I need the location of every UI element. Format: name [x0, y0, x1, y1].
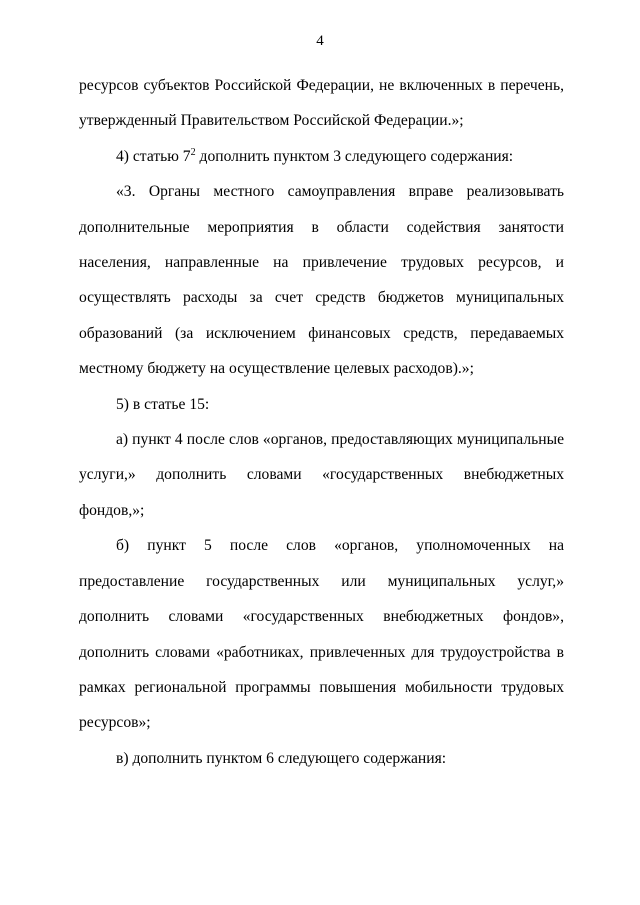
document-body	[79, 68, 564, 776]
paragraph-4: 5) в статье 15:	[116, 395, 210, 413]
paragraph-1: ресурсов субъектов Российской Федерации, не включенных в перечень, утвержденный Правительством Российской Федерации.»;	[79, 77, 564, 130]
paragraph-2-text-after: дополнить пунктом 3 следующего содержания:	[195, 147, 514, 165]
paragraph-6: б) пункт 5 после слов «органов, уполномоченных на предоставление государственных или муниципальных услуг,» дополнить словами «государственных внебюджетных фондов», дополнить словами «работниках, привлеченных для трудоустройства в рамках региональной программы повышения мобильности трудовых ресурсов»;	[79, 537, 564, 732]
page-number: 4	[316, 33, 324, 49]
paragraph-2	[79, 139, 564, 174]
article-superscript: 2	[190, 146, 196, 158]
paragraph-5: а) пункт 4 после слов «органов, предоставляющих муниципальные услуги,» дополнить словами «государственных внебюджетных фондов,»;	[79, 431, 564, 519]
paragraph-3: «3. Органы местного самоуправления вправе реализовывать дополнительные мероприятия в области содействия занятости населения, направленные на привлечение трудовых ресурсов, и осуществлять расходы за счет средств бюджетов муниципальных образований (за исключением финансовых средств, передаваемых местному бюджету на осуществление целевых расходов).»;	[79, 183, 564, 378]
paragraph-7: в) дополнить пунктом 6 следующего содержания:	[116, 749, 447, 767]
paragraph-2-text-before: 4) статью 7	[116, 147, 191, 165]
